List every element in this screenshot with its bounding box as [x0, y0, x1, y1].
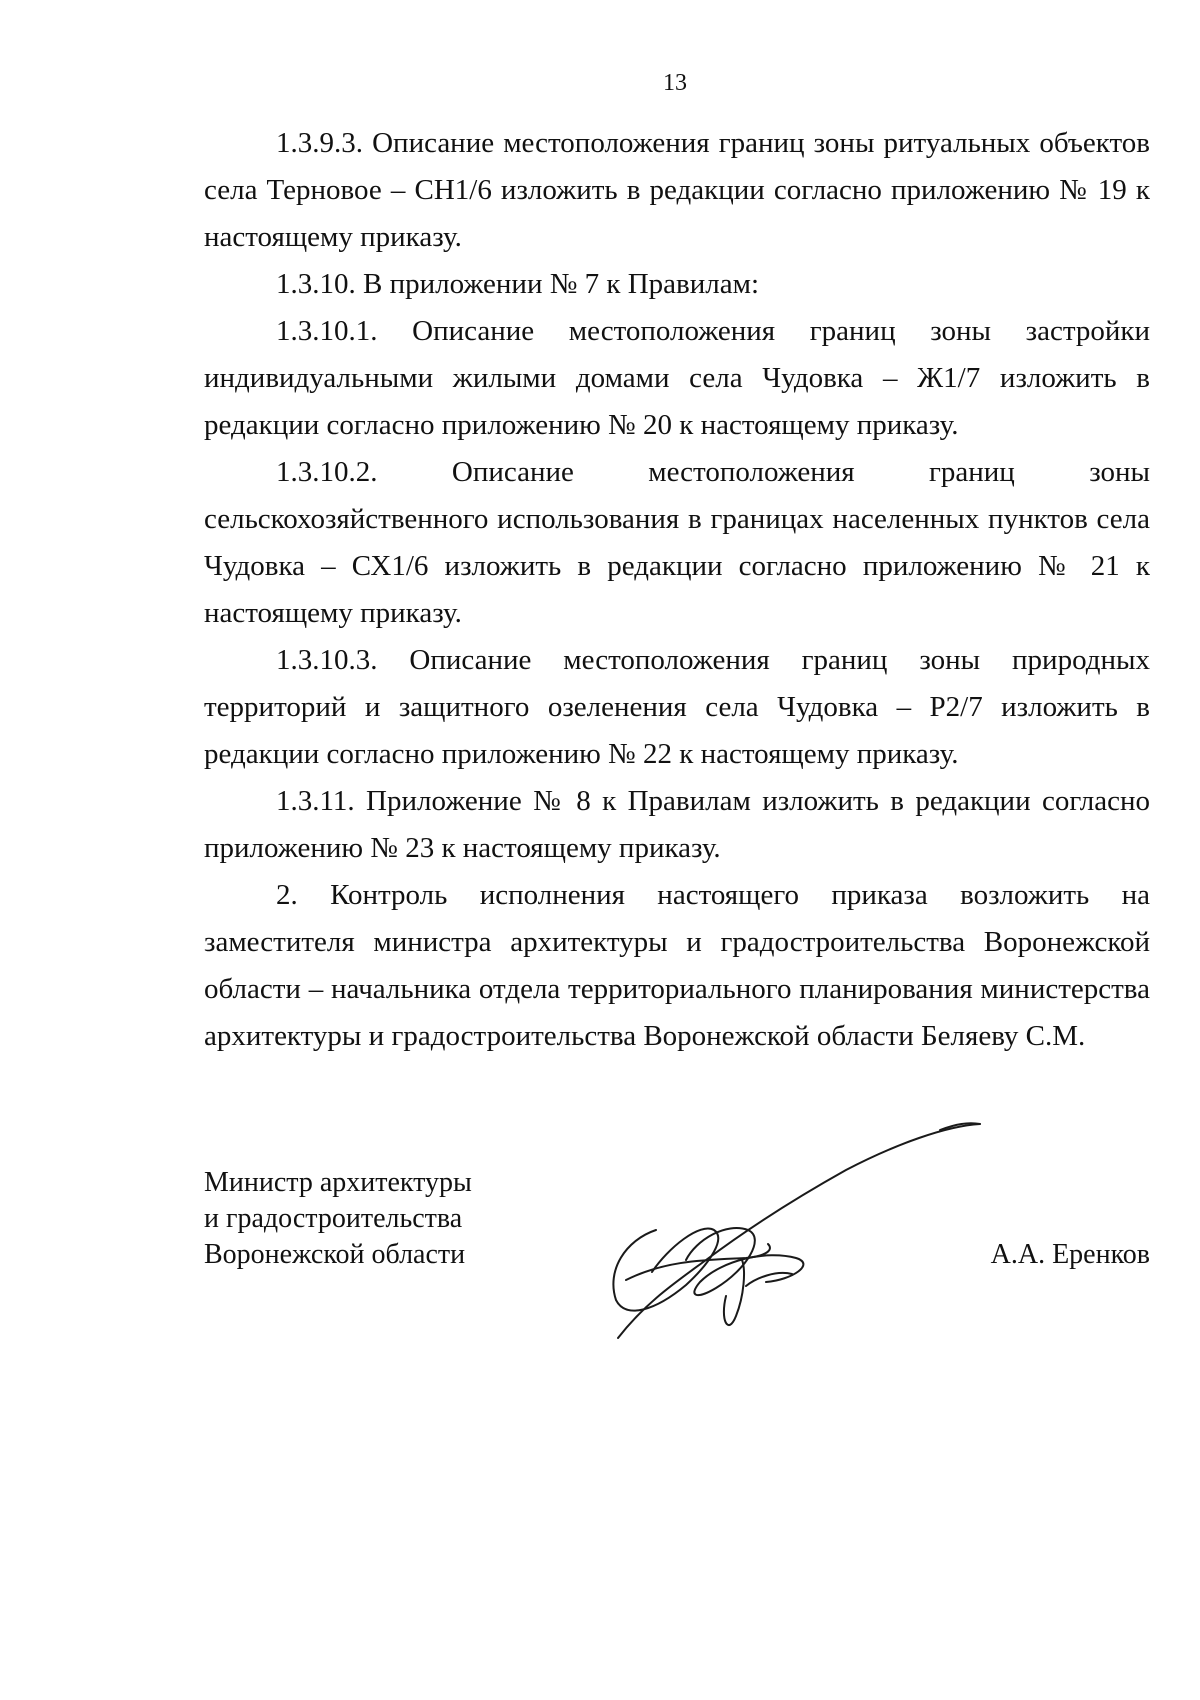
document-body	[204, 120, 1150, 1060]
paragraph-1-3-10-2: 1.3.10.2. Описание местоположения границ зоны сельскохозяйственного использования в границах населенных пунктов села Чудовка – СХ1/6 изложить в редакции согласно приложению № 21 к настоящему приказу.	[204, 456, 1150, 629]
paragraph-1-3-10: 1.3.10. В приложении № 7 к Правилам:	[276, 268, 760, 300]
page-number: 13	[663, 70, 687, 96]
signer-position	[204, 1165, 472, 1273]
signer-position-line: и градостроительства	[204, 1203, 463, 1234]
signer-position-line: Министр архитектуры	[204, 1167, 472, 1198]
paragraph-1-3-11: 1.3.11. Приложение № 8 к Правилам изложить в редакции согласно приложению № 23 к настоящему приказу.	[204, 785, 1150, 864]
paragraph-1-3-10-3: 1.3.10.3. Описание местоположения границ зоны природных территорий и защитного озеленения села Чудовка – Р2/7 изложить в редакции согласно приложению № 22 к настоящему приказу.	[204, 644, 1150, 770]
paragraph-1-3-9-3: 1.3.9.3. Описание местоположения границ зоны ритуальных объектов села Терновое – СН1/6 изложить в редакции согласно приложению № 19 к настоящему приказу.	[204, 127, 1150, 253]
paragraph-1-3-10-1: 1.3.10.1. Описание местоположения границ зоны застройки индивидуальными жилыми домами села Чудовка – Ж1/7 изложить в редакции согласно приложению № 20 к настоящему приказу.	[204, 315, 1150, 441]
signer-name: А.А. Еренков	[990, 1239, 1150, 1270]
signer-position-line: Воронежской области	[204, 1239, 466, 1270]
handwritten-signature-icon	[596, 1110, 986, 1350]
paragraph-2: 2. Контроль исполнения настоящего приказа возложить на заместителя министра архитектуры и градостроительства Воронежской области – начальника отдела территориального планирования министерства архитектуры и градостроительства Воронежской области Беляеву С.М.	[204, 879, 1150, 1052]
